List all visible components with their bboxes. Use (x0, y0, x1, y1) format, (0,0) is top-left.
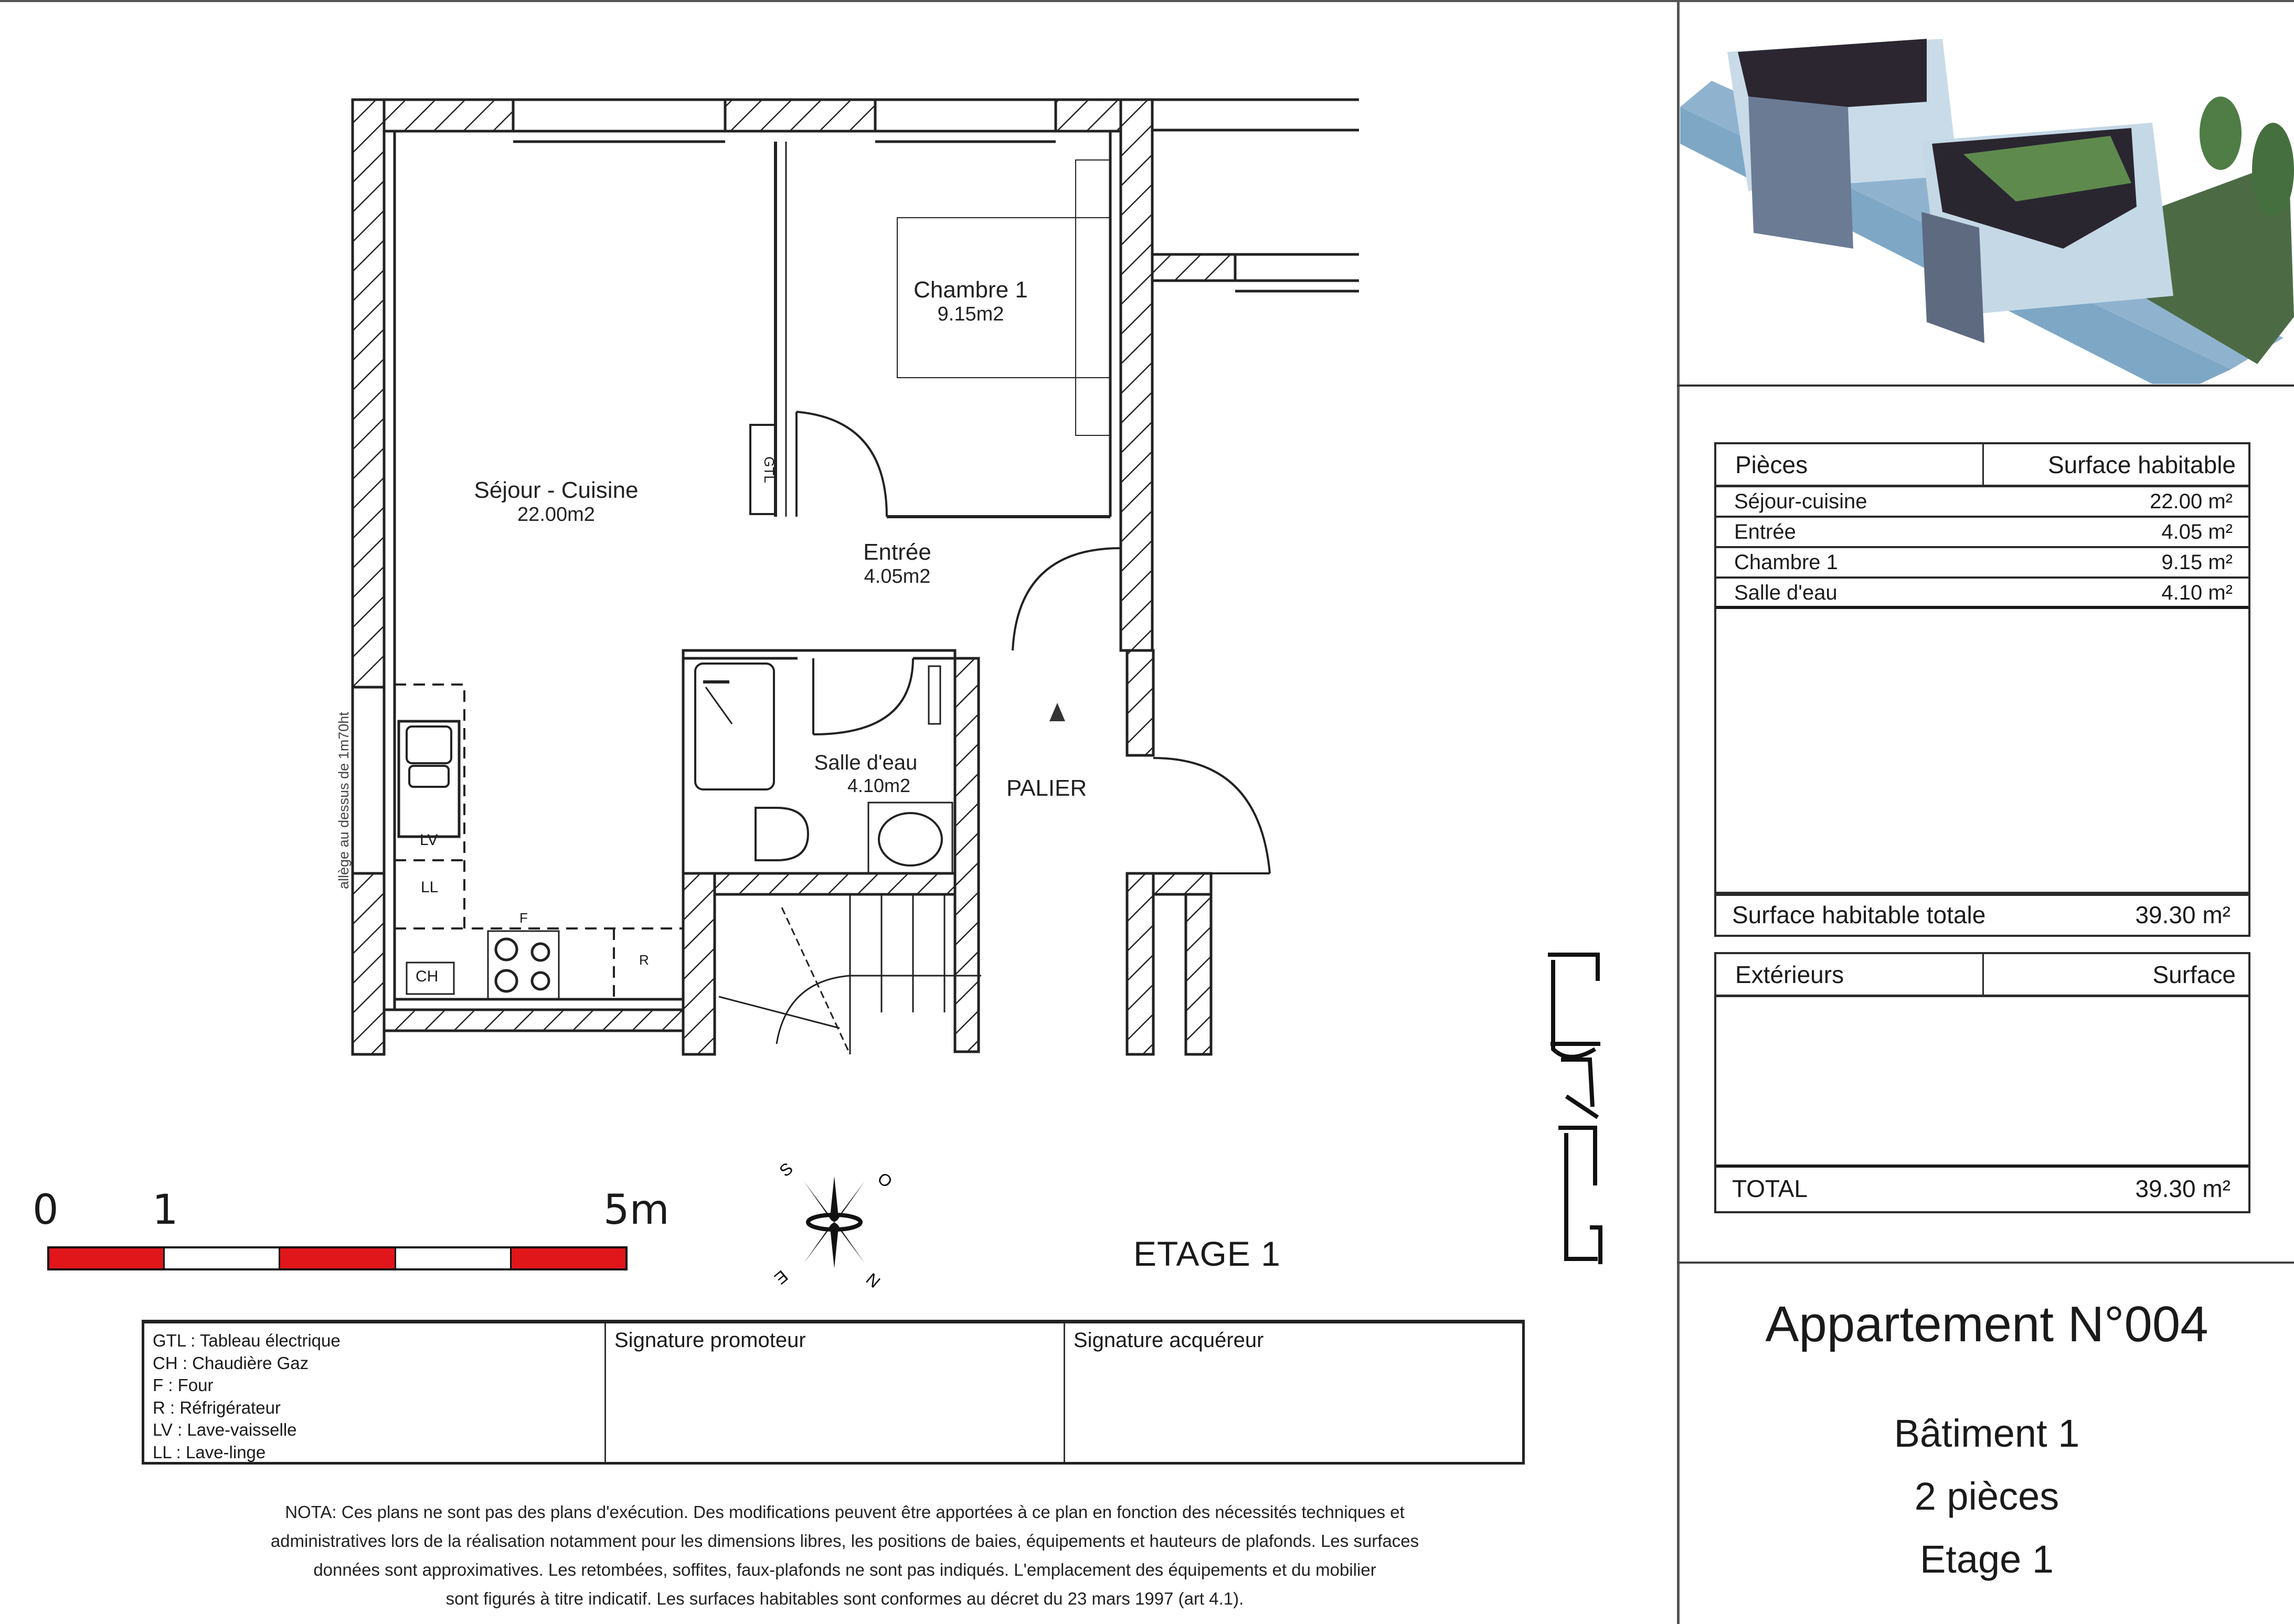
palier-label: PALIER (1006, 775, 1087, 801)
room-name-cell: Salle d'eau (1734, 581, 1838, 604)
legend-item: R : Réfrigérateur (153, 1397, 281, 1417)
table-row (1716, 518, 2248, 548)
total-value: 39.30 m² (2135, 1175, 2231, 1202)
signature-acquereur-box (1065, 1323, 1522, 1462)
legend-item: LL : Lave-linge (153, 1442, 266, 1462)
ch-label: CH (416, 968, 439, 985)
room-name: Salle d'eau (814, 751, 918, 774)
table-header (1716, 444, 2248, 487)
lv-label: LV (420, 831, 438, 849)
gtl-label: GTL (761, 456, 777, 483)
building-3d-render (1680, 2, 2294, 384)
total-value: 39.30 m² (2135, 901, 2231, 928)
scale-label-end: 5m (603, 1187, 670, 1234)
building-key-plan (1548, 955, 1600, 1264)
room-name-cell: Chambre 1 (1734, 551, 1838, 574)
room-surface-cell: 4.05 m² (2161, 520, 2233, 543)
apartment-title: Appartement N°004 (1765, 1296, 2208, 1352)
exterior-table-empty-area (1716, 997, 2248, 1168)
room-surface-cell: 9.15 m² (2161, 551, 2233, 574)
compass-o-label: O (874, 1168, 896, 1192)
room-surface-cell: 22.00 m² (2150, 490, 2233, 513)
table-row (1716, 487, 2248, 518)
apartment-building: Bâtiment 1 (1894, 1412, 2080, 1455)
table-row (1716, 548, 2248, 579)
legend-signature-table (142, 1320, 1525, 1465)
signature-acquereur-label: Signature acquéreur (1074, 1329, 1264, 1352)
note-line: données sont approximatives. Les retombées, soffites, faux-plafonds ne sont pas indiqués. L'emplacement des équipements et du mobilier (313, 1560, 1376, 1579)
arrow-up-icon (1049, 703, 1065, 721)
apartment-floor: Etage 1 (1919, 1537, 2054, 1581)
exterior-total-row (1716, 1168, 2248, 1210)
room-salle-deau (798, 751, 934, 797)
signature-promoteur-label: Signature promoteur (614, 1329, 806, 1352)
legend-item: LV : Lave-vaisselle (153, 1420, 297, 1439)
header-surface: Surface habitable (2047, 451, 2236, 478)
frame-vertical-divider (1677, 0, 1680, 1624)
right-panel-divider-top (1677, 384, 2294, 387)
compass-rose-icon (804, 1176, 865, 1268)
right-panel-divider-bottom (1677, 1262, 2294, 1264)
compass-n-label: N (862, 1269, 884, 1292)
rooms-total-row (1714, 892, 2250, 937)
exterior-surface-table (1714, 952, 2250, 1213)
signature-promoteur-box (606, 1323, 1065, 1462)
floor-label: ETAGE 1 (1133, 1234, 1281, 1273)
disclaimer-note (152, 1498, 1537, 1613)
room-area: 4.10m2 (847, 775, 911, 796)
ll-label: LL (421, 879, 439, 896)
room-area: 4.05m2 (864, 565, 931, 587)
note-line: sont figurés à titre indicatif. Les surfaces habitables sont conformes au décret du 23 mars 1997 (art 4.1). (445, 1589, 1244, 1608)
f-label: F (519, 910, 528, 926)
scale-segment (49, 1248, 165, 1268)
note-line: administratives lors de la réalisation notamment pour les dimensions libres, les positions de baies, équipements et hauteurs de plafonds. Les surfaces (270, 1531, 1419, 1551)
scale-bar (47, 1246, 628, 1270)
scale-segment (165, 1248, 280, 1268)
header-surface: Surface (2152, 961, 2236, 988)
rooms-table-empty-area (1714, 608, 2250, 896)
table-row (1716, 579, 2248, 609)
legend-item: CH : Chaudière Gaz (153, 1353, 309, 1373)
legend-item: GTL : Tableau électrique (153, 1331, 341, 1350)
room-area: 9.15m2 (937, 303, 1004, 325)
header-pieces: Pièces (1716, 444, 1984, 485)
total-label: Surface habitable totale (1732, 901, 1986, 928)
room-area: 22.00m2 (517, 504, 595, 526)
legend-item: F : Four (153, 1375, 214, 1395)
scale-segment (280, 1248, 396, 1268)
room-name: Chambre 1 (914, 277, 1028, 303)
room-name: Entrée (863, 539, 931, 565)
table-header (1716, 954, 2248, 997)
scale-label-mid: 1 (152, 1187, 178, 1234)
compass-e-label: E (771, 1266, 792, 1288)
room-name-cell: Séjour-cuisine (1734, 490, 1867, 513)
total-label: TOTAL (1732, 1175, 1808, 1202)
scale-label-start: 0 (33, 1187, 59, 1234)
apartment-room-count: 2 pièces (1914, 1475, 2059, 1518)
compass-s-label: S (776, 1159, 796, 1181)
room-sejour (462, 477, 651, 526)
room-name: Séjour - Cuisine (474, 477, 639, 503)
scale-segment (396, 1248, 512, 1268)
room-chambre (892, 277, 1049, 326)
note-line: NOTA: Ces plans ne sont pas des plans d'exécution. Des modifications peuvent être apportées à ce plan en fonction des nécessités techniques et (285, 1502, 1405, 1522)
room-entree (829, 539, 965, 588)
room-name-cell: Entrée (1734, 520, 1796, 543)
header-exterieurs: Extérieurs (1716, 954, 1984, 995)
room-surface-cell: 4.10 m² (2161, 581, 2233, 604)
scale-segment (512, 1248, 625, 1268)
equipment-legend (144, 1323, 606, 1462)
r-label: R (639, 952, 649, 968)
window-sill-note: allège au dessus de 1m70ht (336, 712, 352, 889)
rooms-surface-table (1714, 442, 2250, 608)
